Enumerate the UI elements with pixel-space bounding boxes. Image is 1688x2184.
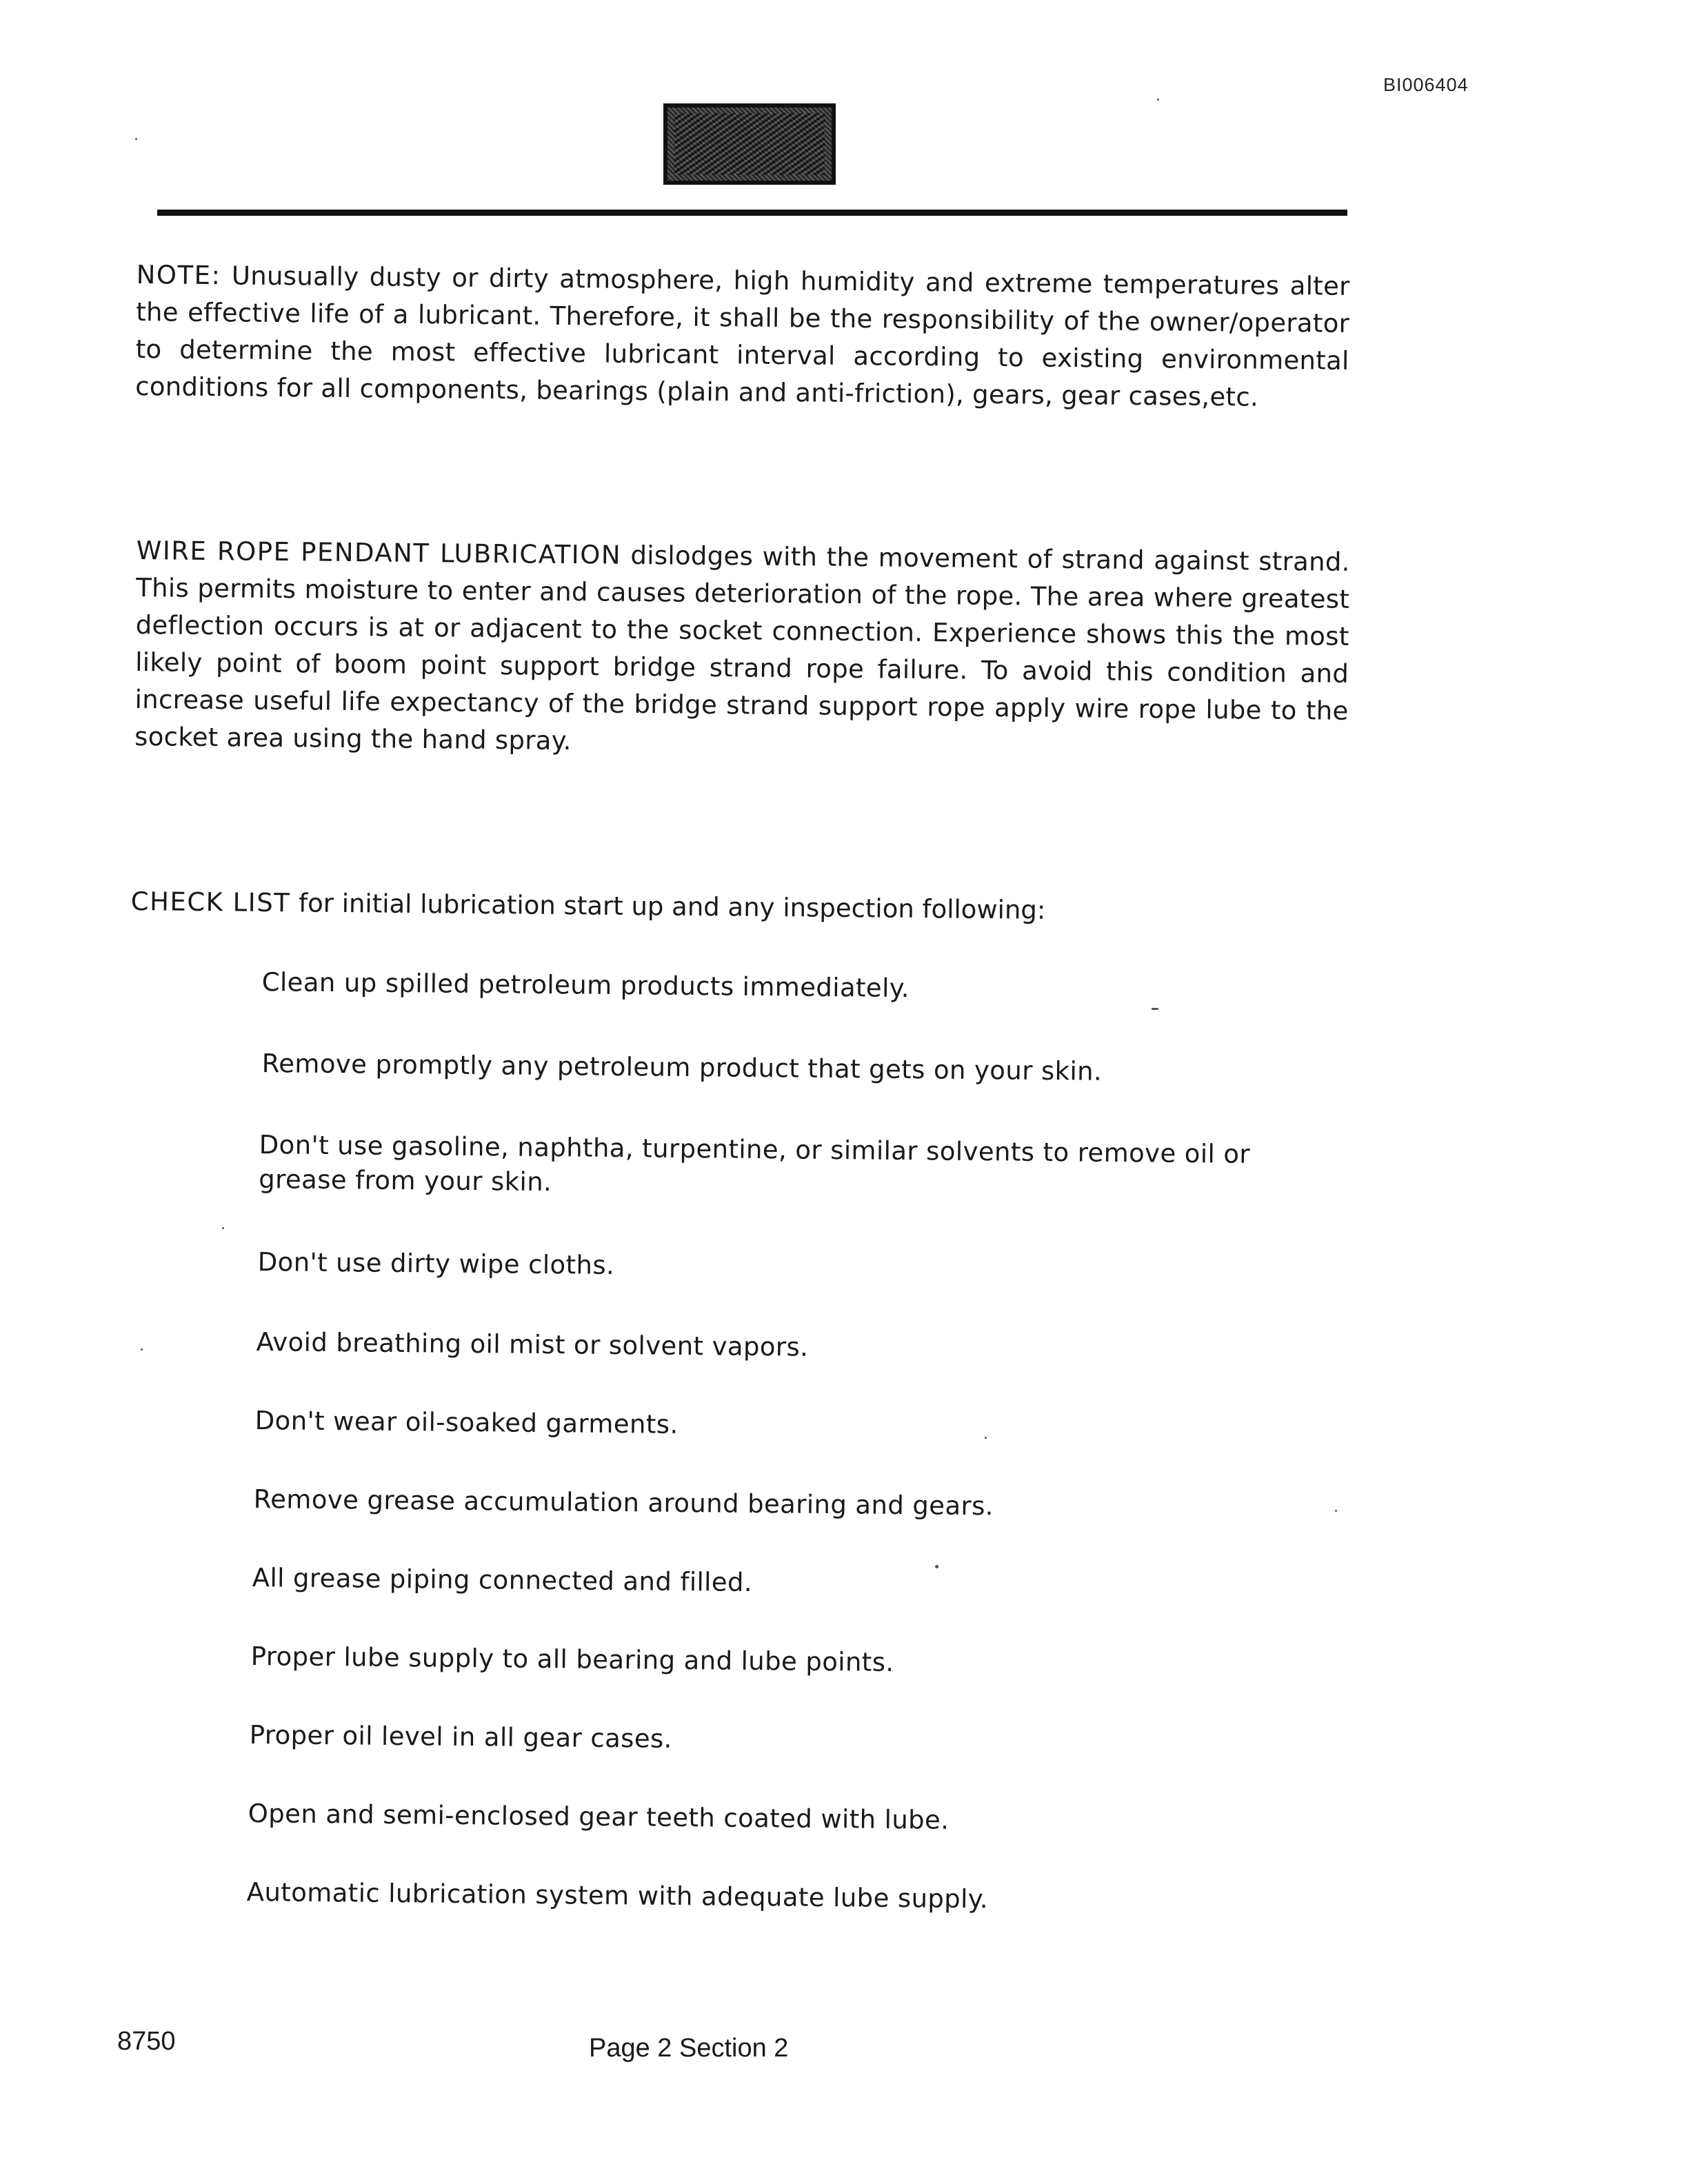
checklist-item: Proper oil level in all gear cases. (249, 1719, 673, 1754)
checklist-item: Automatic lubrication system with adequate lube supply. (246, 1877, 989, 1914)
document-number: 8750 (117, 2027, 176, 2056)
checklist-item: Don't use dirty wipe cloths. (257, 1246, 615, 1280)
wire-rope-paragraph (134, 532, 1350, 767)
checklist-intro (131, 887, 1345, 928)
scan-speck (1157, 99, 1159, 101)
note-lead: NOTE: (136, 259, 221, 291)
checklist-item: Avoid breathing oil mist or solvent vapors. (256, 1326, 809, 1362)
note-body: Unusually dusty or dirty atmosphere, high humidity and extreme temperatures alter the effective life of a lubricant. Therefore, it shall be the responsibility of the owner/operator to determine the most effective lubricant interval according to existing environmental conditions for all components, bearings (plain and anti-friction), gears, gear cases,etc. (134, 261, 1350, 412)
scan-speck (985, 1437, 987, 1439)
checklist-item: Don't wear oil-soaked garments. (254, 1405, 679, 1439)
scan-speck (935, 1565, 938, 1568)
scan-speck (141, 1348, 143, 1351)
checklist-item: Remove grease accumulation around bearing and gears. (253, 1484, 994, 1521)
wire-rope-lead: WIRE ROPE PENDANT LUBRICATION (136, 535, 622, 570)
checklist-item: Don't use gasoline, naphtha, turpentine, or similar solvents to remove oil or grease from your skin. (259, 1129, 1251, 1197)
scan-speck (135, 138, 137, 140)
header-rule (157, 210, 1347, 216)
checklist-item: Open and semi-enclosed gear teeth coated with lube. (248, 1798, 950, 1835)
checklist-item: Remove promptly any petroleum product that gets on your skin. (261, 1048, 1103, 1086)
checklist-item: All grease piping connected and filled. (252, 1562, 753, 1597)
checklist-item: Proper lube supply to all bearing and lube points. (250, 1641, 894, 1677)
company-logo (663, 103, 836, 185)
checklist-lead: CHECK LIST (130, 887, 291, 918)
scan-speck (1335, 1510, 1337, 1512)
document-id: BI006404 (1383, 74, 1469, 95)
checklist-intro-text: for initial lubrication start up and any inspection following: (290, 888, 1046, 925)
note-paragraph (135, 256, 1350, 417)
scan-speck (222, 1227, 224, 1229)
scan-speck (1152, 1008, 1158, 1010)
page-label: Page 2 Section 2 (589, 2034, 789, 2063)
checklist-item: Clean up spilled petroleum products immediately. (261, 967, 910, 1004)
wire-rope-body: dislodges with the movement of strand against strand. This permits moisture to enter and causes deterioration of the rope. The area where greatest deflection occurs is at or adjacent to the socket connection. Experience shows this the most likely point of boom point support bridge strand rope failure. To avoid this condition and increase useful life expectancy of the bridge strand support rope apply wire rope lube to the socket area using the hand spray. (134, 540, 1350, 756)
